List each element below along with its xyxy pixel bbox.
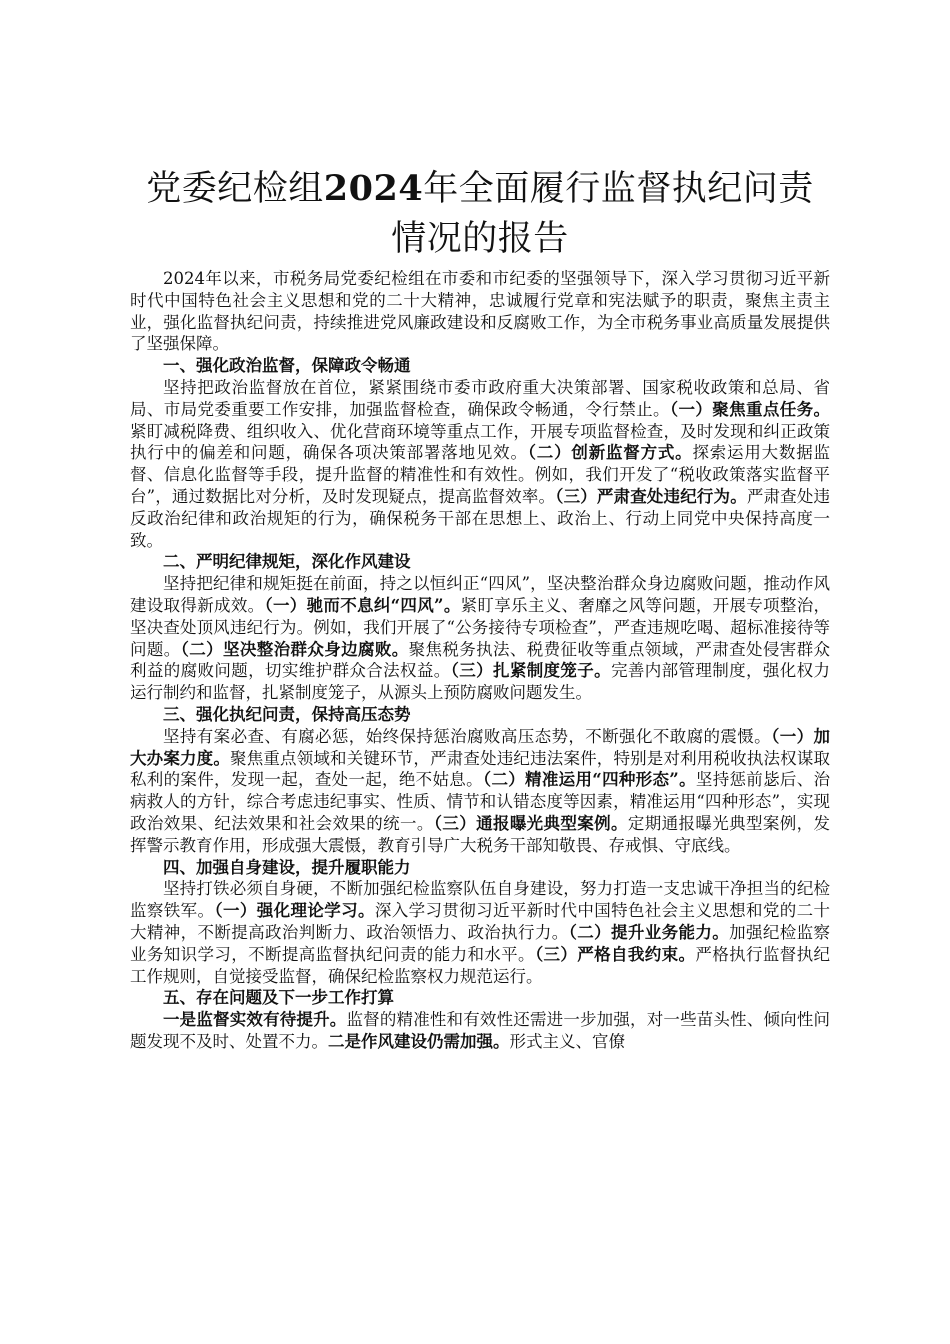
title-year: 2024 [323, 168, 424, 209]
paragraph-text: 坚持有案必查、有腐必惩，始终保持惩治腐败高压态势，不断强化不敢腐的震慑。 [163, 726, 772, 746]
title-part1: 党委纪检组 [146, 169, 324, 209]
paragraph-text: 严肃查处违反政治纪律和政治规矩的行为，确保税务干部在思想上、政治上、行动上同党中央保持高度一致。 [130, 486, 831, 550]
paragraph-text: 坚持惩前毖后、治病救人的方针，综合考虑违纪事实、性质、情节和认错态度等因素，精准运用“四种形态”，实现政治效果、纪法效果和社会效果的统一。 [130, 770, 831, 833]
paragraph-text: 完善内部管理制度，强化权力运行制约和监督，扎紧制度笼子，从源头上预防腐败问题发生。 [130, 661, 831, 703]
section-heading: 三、强化执纪问责，保持高压态势 [163, 704, 411, 724]
subpoint-heading: （三）扎紧制度笼子。 [450, 661, 612, 681]
paragraph-text: 坚持把纪律和规矩挺在前面，持之以恒纠正“四风”，坚决整治群众身边腐败问题，推动作风建设取得新成效。 [130, 574, 830, 615]
section-paragraph [130, 377, 830, 551]
subpoint-heading: （一）聚焦重点任务。 [669, 399, 831, 419]
subpoint-heading: （一）加大办案力度。 [130, 726, 831, 768]
subpoint-heading: 一是监督实效有待提升。 [163, 1010, 347, 1030]
section-heading: 二、严明纪律规矩，深化作风建设 [163, 552, 411, 572]
paragraph-text: 严格执行监督执纪工作规则，自觉接受监督，确保纪检监察权力规范运行。 [130, 944, 831, 986]
paragraph-text: 紧盯享乐主义、奢靡之风等问题，开展专项整治，坚决查处顶风违纪行为。例如，我们开展了“公务接待专项检查”，严查违规吃喝、超标准接待等问题。 [130, 595, 831, 659]
document-page [130, 164, 830, 1053]
subpoint-heading: （二）提升业务能力。 [568, 922, 730, 942]
paragraph-text: 坚持把政治监督放在首位，紧紧围绕市委市政府重大决策部署、国家税收政策和总局、省局、市局党委重要工作安排，加强监督检查，确保政令畅通，令行禁止。 [130, 377, 830, 419]
section-paragraph [130, 726, 830, 857]
paragraph-text: 聚焦重点领域和关键环节，严肃查处违纪违法案件，特别是对利用税收执法权谋取私利的案件，发现一起，查处一起，绝不姑息。 [130, 748, 831, 790]
section-heading: 一、强化政治监督，保障政令畅通 [163, 356, 411, 376]
paragraph-text: 紧盯减税降费、组织收入、优化营商环境等重点工作，开展专项监督检查，及时发现和纠正政策执行中的偏差和问题，确保各项决策部署落地见效。 [130, 421, 830, 463]
paragraph-text: 深入学习贯彻习近平新时代中国特色社会主义思想和党的二十大精神，不断提高政治判断力、政治领悟力、政治执行力。 [130, 901, 831, 942]
subpoint-heading: （一）驰而不息纠“四风”。 [264, 595, 461, 615]
section-paragraph [130, 1009, 830, 1053]
subpoint-heading: （二）创新监督方式。 [527, 443, 693, 463]
subpoint-heading: （三）严肃查处违纪行为。 [555, 486, 747, 506]
subpoint-heading: （一）强化理论学习。 [214, 901, 375, 921]
subpoint-heading: （二）精准运用“四种形态”。 [482, 770, 696, 790]
section-paragraph [130, 878, 830, 987]
section-paragraph [130, 573, 830, 704]
paragraph-text: 形式主义、官僚 [509, 1031, 625, 1051]
title-part2: 年全面履行监督执纪问责情况的报告 [391, 169, 814, 259]
section-heading: 四、加强自身建设，提升履职能力 [163, 857, 411, 877]
section-heading: 五、存在问题及下一步工作打算 [163, 988, 394, 1008]
subpoint-heading: （三）通报曝光典型案例。 [433, 813, 628, 833]
intro-paragraph: 2024年以来，市税务局党委纪检组在市委和市纪委的坚强领导下，深入学习贯彻习近平新时代中国特色社会主义思想和党的二十大精神，忠诚履行党章和宪法赋予的职责，聚焦主责主业，强化监督执纪问责，持续推进党风廉政建设和反腐败工作，为全市税务事业高质量发展提供了坚强保障。 [130, 269, 830, 354]
paragraph-text: 坚持打铁必须自身硬，不断加强纪检监察队伍自身建设，努力打造一支忠诚干净担当的纪检监察铁军。 [130, 879, 830, 921]
paragraph-text: 定期通报曝光典型案例，发挥警示教育作用，形成强大震慑，教育引导广大税务干部知敬畏、存戒惧、守底线。 [130, 813, 831, 855]
subpoint-heading: 二是作风建设仍需加强。 [328, 1031, 510, 1051]
paragraph-text: 聚焦税务执法、税费征收等重点领域，严肃查处侵害群众利益的腐败问题，切实维护群众合法权益。 [130, 639, 831, 681]
paragraph-text: 加强纪检监察业务知识学习，不断提高监督执纪问责的能力和水平。 [130, 922, 831, 964]
document-title [130, 164, 830, 264]
subpoint-heading: （三）严格自我约束。 [534, 944, 696, 964]
paragraph-text: 监督的精准性和有效性还需进一步加强，对一些苗头性、倾向性问题发现不及时、处置不力。 [130, 1010, 831, 1051]
paragraph-text: 探索运用大数据监督、信息化监督等手段，提升监督的精准性和有效性。例如，我们开发了“税收政策落实监督平台”，通过数据比对分析，及时发现疑点，提高监督效率。 [130, 443, 831, 506]
subpoint-heading: （二）坚决整治群众身边腐败。 [180, 639, 409, 659]
